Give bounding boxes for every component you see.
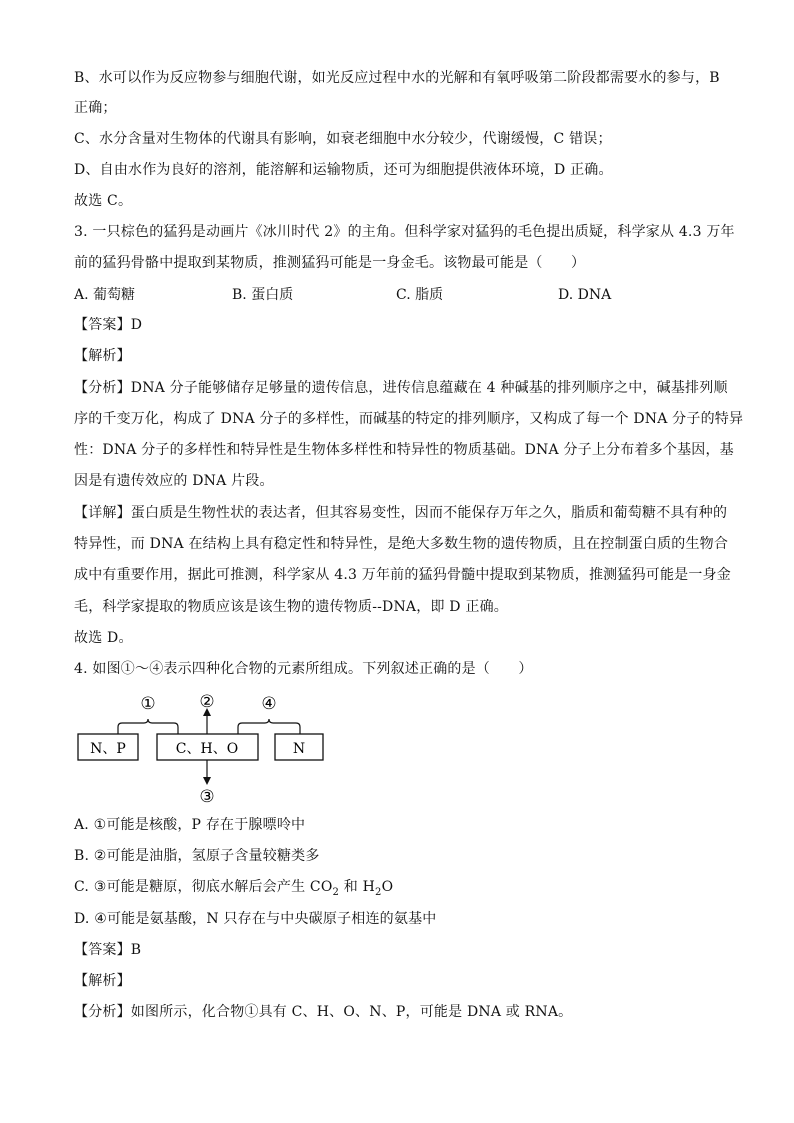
option-c-text: O — [381, 879, 394, 895]
label-2: ② — [199, 692, 215, 712]
option-b: B. 蛋白质 — [232, 287, 294, 303]
box-n-p-label: N、P — [90, 741, 126, 757]
option-c: C. 脂质 — [396, 287, 444, 303]
detail-paragraph: 毛，科学家提取的物质应该是该生物的遗传物质--DNA，即 D 正确。 — [74, 599, 508, 615]
analysis-label: 【解析】 — [74, 348, 131, 364]
answer-label: 【答案】B — [74, 942, 142, 958]
arrowhead-down-icon — [203, 777, 211, 785]
analysis-paragraph: 序的千变万化，构成了 DNA 分子的多样性，而碱基的特定的排列顺序，又构成了每一个 DNA 分子的特异 — [74, 411, 744, 427]
option-c-text: C. ③可能是糖原，彻底水解后会产生 CO — [74, 879, 333, 895]
option-c — [74, 877, 734, 897]
element-composition-diagram — [70, 688, 340, 806]
paragraph-line: B、水可以作为反应物参与细胞代谢，如光反应过程中水的光解和有氧呼吸第二阶段都需要水的参与，B — [74, 70, 720, 86]
detail-paragraph: 特异性，而 DNA 在结构上具有稳定性和特异性，是绝大多数生物的遗传物质，且在控制蛋白质的生物合 — [74, 536, 729, 552]
label-4: ④ — [261, 694, 277, 714]
conclusion-line: 故选 D。 — [74, 630, 133, 646]
question-3-stem: 3. 一只棕色的猛犸是动画片《冰川时代 2》的主角。但科学家对猛犸的毛色提出质疑，科学家从 4.3 万年 — [74, 224, 735, 240]
analysis-paragraph: 因是有遗传效应的 DNA 片段。 — [74, 473, 274, 489]
analysis-paragraph: 性：DNA 分子的多样性和特异性是生物体多样性和特异性的物质基础。DNA 分子上分布着多个基因，基 — [74, 442, 734, 458]
paragraph-line: 正确； — [74, 100, 117, 116]
paragraph-line: C、水分含量对生物体的代谢具有影响，如衰老细胞中水分较少，代谢缓慢，C 错误； — [74, 131, 612, 147]
paragraph-line: D、自由水作为良好的溶剂，能溶解和运输物质，还可为细胞提供液体环境，D 正确。 — [74, 162, 613, 178]
conclusion-line: 故选 C。 — [74, 193, 133, 209]
option-c-text: 和 H — [339, 879, 375, 895]
option-d: D. DNA — [558, 287, 612, 303]
subscript: 2 — [375, 886, 382, 898]
analysis-paragraph: 【分析】DNA 分子能够储存足够量的遗传信息，进传信息蕴藏在 4 种碱基的排列顺序之中，碱基排列顺 — [74, 380, 728, 396]
question-4-stem: 4. 如图①～④表示四种化合物的元素所组成。下列叙述正确的是（ ） — [74, 661, 533, 677]
label-3: ③ — [199, 787, 215, 806]
analysis-label: 【解析】 — [74, 973, 131, 989]
option-b: B. ②可能是油脂，氢原子含量较糖类多 — [74, 848, 320, 864]
box-c-h-o-label: C、H、O — [175, 741, 239, 757]
detail-paragraph: 【详解】蛋白质是生物性状的表达者，但其容易变性，因而不能保存万年之久，脂质和葡萄糖不具有种的 — [74, 505, 728, 521]
label-1: ① — [140, 694, 156, 714]
box-n-label: N — [292, 741, 306, 757]
subscript: 2 — [332, 886, 340, 898]
option-a: A. 葡萄糖 — [74, 287, 136, 303]
analysis-paragraph: 【分析】如图所示，化合物①具有 C、H、O、N、P，可能是 DNA 或 RNA。 — [74, 1004, 573, 1020]
detail-paragraph: 成中有重要作用，据此可推测，科学家从 4.3 万年前的猛犸骨髓中提取到某物质，推测猛犸可能是一身金 — [74, 567, 731, 583]
answer-label: 【答案】D — [74, 317, 143, 333]
option-a: A. ①可能是核酸，P 存在于腺嘌呤中 — [74, 817, 306, 833]
question-3-stem: 前的猛犸骨骼中提取到某物质，推测猛犸可能是一身金毛。该物最可能是（ ） — [74, 255, 586, 271]
brace-4 — [238, 719, 300, 734]
option-d: D. ④可能是氨基酸，N 只存在与中央碳原子相连的氨基中 — [74, 911, 437, 927]
brace-1 — [118, 719, 178, 734]
